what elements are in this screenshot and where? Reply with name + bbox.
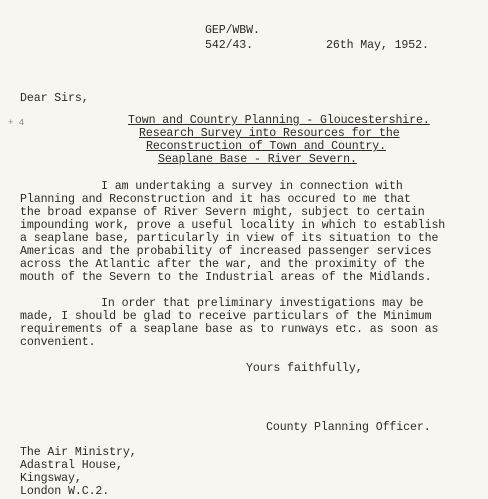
paragraph-1-line-3: the broad expanse of River Severn might, subject to certain <box>20 206 425 219</box>
subject-line-2: Research Survey into Resources for the <box>139 127 400 140</box>
reference-line-2: 542/43. <box>205 39 254 52</box>
paragraph-1-line-2: Planning and Reconstruction and it has occured to me that <box>20 193 411 206</box>
address-line-3: Kingsway, <box>20 472 82 485</box>
paragraph-1-line-6: Americas and the probability of increased passenger services <box>20 245 432 258</box>
paragraph-1-line-1: I am undertaking a survey in connection with <box>101 180 403 193</box>
address-line-1: The Air Ministry, <box>20 446 137 459</box>
paragraph-2-line-3: requirements of a seaplane base as to runways etc. as soon as <box>20 323 439 336</box>
paragraph-2-line-1: In order that preliminary investigations may be <box>101 297 424 310</box>
subject-line-3: Reconstruction of Town and Country. <box>146 140 387 153</box>
margin-mark: + 4 <box>8 118 25 128</box>
signature-title: County Planning Officer. <box>266 421 431 434</box>
salutation: Dear Sirs, <box>20 92 89 105</box>
subject-line-4: Seaplane Base - River Severn. <box>158 153 357 166</box>
closing: Yours faithfully, <box>246 362 363 375</box>
subject-line-1: Town and Country Planning - Gloucestershire. <box>128 114 430 127</box>
paragraph-1-line-8: mouth of the Severn to the Industrial areas of the Midlands. <box>20 271 432 284</box>
address-line-2: Adastral House, <box>20 459 123 472</box>
letter-date: 26th May, 1952. <box>326 39 429 52</box>
address-line-4: London W.C.2. <box>20 485 110 498</box>
paragraph-1-line-5: a seaplane base, particularly in view of its situation to the <box>20 232 439 245</box>
paragraph-2-line-4: convenient. <box>20 336 96 349</box>
paragraph-1-line-4: impounding work, prove a useful locality in which to establish <box>20 219 446 232</box>
paragraph-2-line-2: made, I should be glad to receive particulars of the Minimum <box>20 310 432 323</box>
reference-line-1: GEP/WBW. <box>205 24 260 37</box>
paragraph-1-line-7: across the Atlantic after the war, and the proximity of the <box>20 258 425 271</box>
